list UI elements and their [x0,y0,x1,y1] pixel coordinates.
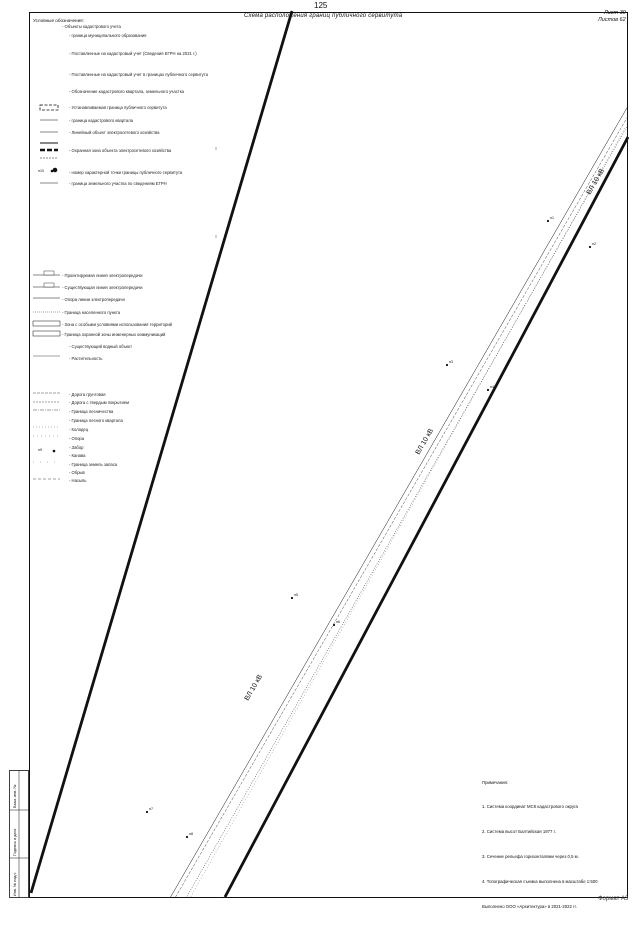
svg-text:н9: н9 [38,448,42,452]
legend-item: - Проектируемая линия электропередачи [62,273,143,278]
svg-text:н4: н4 [490,385,494,389]
security-zone-edge-2 [190,128,625,898]
stamp-field: Подпись и дата [13,828,17,856]
legend-item: - Существующая линия электропередачи [62,285,143,290]
legend-item: - Колодец [69,427,89,432]
legend-item: - Объекты кадастрового учета [62,24,121,29]
notes-line: 1. Система координат МСК кадастрового округа [482,804,578,810]
legend-heading: Условные обозначения: [33,18,84,23]
line-label: ВЛ 10 кВ [243,673,265,702]
legend-item: - Граница лесничества [69,409,114,414]
legend-item: - Дорога грунтовая [69,392,106,397]
security-zone-edge [186,125,628,898]
servitude-boundary [170,106,628,898]
legend-item: - номер характерной точки границы публичного сервитута [69,170,183,175]
corridor-lines [31,11,628,898]
svg-text:н5: н5 [294,593,298,597]
legend-item: - Дорога с твердым покрытием [69,400,129,405]
legend-item: - Линейный объект электросетевого хозяйства [69,130,160,135]
legend-item: - Устанавливаемая граница публичного сервитута [69,105,167,110]
sheet-number: Лист 30 [604,10,626,16]
road-edge-right [225,137,628,897]
legend-item: - Насыпь [69,478,87,483]
svg-text:н7: н7 [149,807,153,811]
legend-item: - Канава [69,453,86,458]
legend-item: - Обозначение кадастрового квартала, земельного участка [69,89,184,94]
legend-item: - Обрыв [69,470,85,475]
notes-line: Выполнено ООО «Архитектура» в 2021-2022 гг. [482,904,577,910]
legend-item: - Поставленные на кадастровый учет (Сведения ЕГРН на 2021 г.) [69,51,197,56]
svg-text:н10: н10 [38,169,44,173]
notes-heading: Примечания: [482,779,509,785]
line-labels [244,167,607,702]
notes-line: 3. Сечение рельефа горизонталями через 0,5 м. [482,854,579,860]
page-number: 125 [314,1,328,10]
format-label: Формат А3 [598,896,629,902]
notes-line: 2. Система высот Балтийская 1977 г. [482,829,556,835]
survey-points [38,169,596,838]
line-label: ВЛ 10 кВ [414,427,436,456]
line-label: ВЛ 10 кВ [585,167,607,196]
svg-text:н6: н6 [336,620,340,624]
legend-item: - Охранная зона объекта электросетевого хозяйства [69,148,172,153]
svg-text:н2: н2 [592,242,596,246]
sheet-total: Листов 62 [598,17,626,23]
legend-item: - граница земельного участка по сведениям ЕГРН [69,181,167,186]
svg-text:н1: н1 [550,216,554,220]
legend-item: - Граница охранной зоны инженерных коммуникаций [62,332,166,337]
legend-item: - Забор [69,445,84,450]
notes-line: 4. Топографическая съемка выполнена в масштабе 1:500 [482,879,598,885]
legend-item: - Граница населенного пункта [62,310,121,315]
drawing-title: Схема расположения границ публичного сервитута [244,13,403,19]
legend-item: - Растительность [69,356,103,361]
legend-item: - Зона с особыми условиями использования территорий [62,322,172,327]
svg-text:н8: н8 [189,832,193,836]
legend-item: - Существующий водный объект [69,344,133,349]
legend-item: - Опора линии электропередачи [62,297,125,302]
legend-item: - Поставленные на кадастровый учет в границах публичного сервитута [69,72,208,77]
stamp-field: Инв. № подл. [13,872,17,896]
legend-item: - граница кадастрового квартала [69,118,133,123]
legend-item: - Опора [69,436,85,441]
side-stamp [9,770,29,898]
power-line [175,116,628,898]
legend-item: - граница муниципального образования [69,33,147,38]
stamp-field: Взам. инв. № [13,784,17,808]
legend-item: - Граница лесного квартала [69,418,123,423]
svg-text:н3: н3 [449,360,453,364]
legend-item: - Граница земель запаса [69,462,118,467]
road-edge-left [31,11,292,893]
